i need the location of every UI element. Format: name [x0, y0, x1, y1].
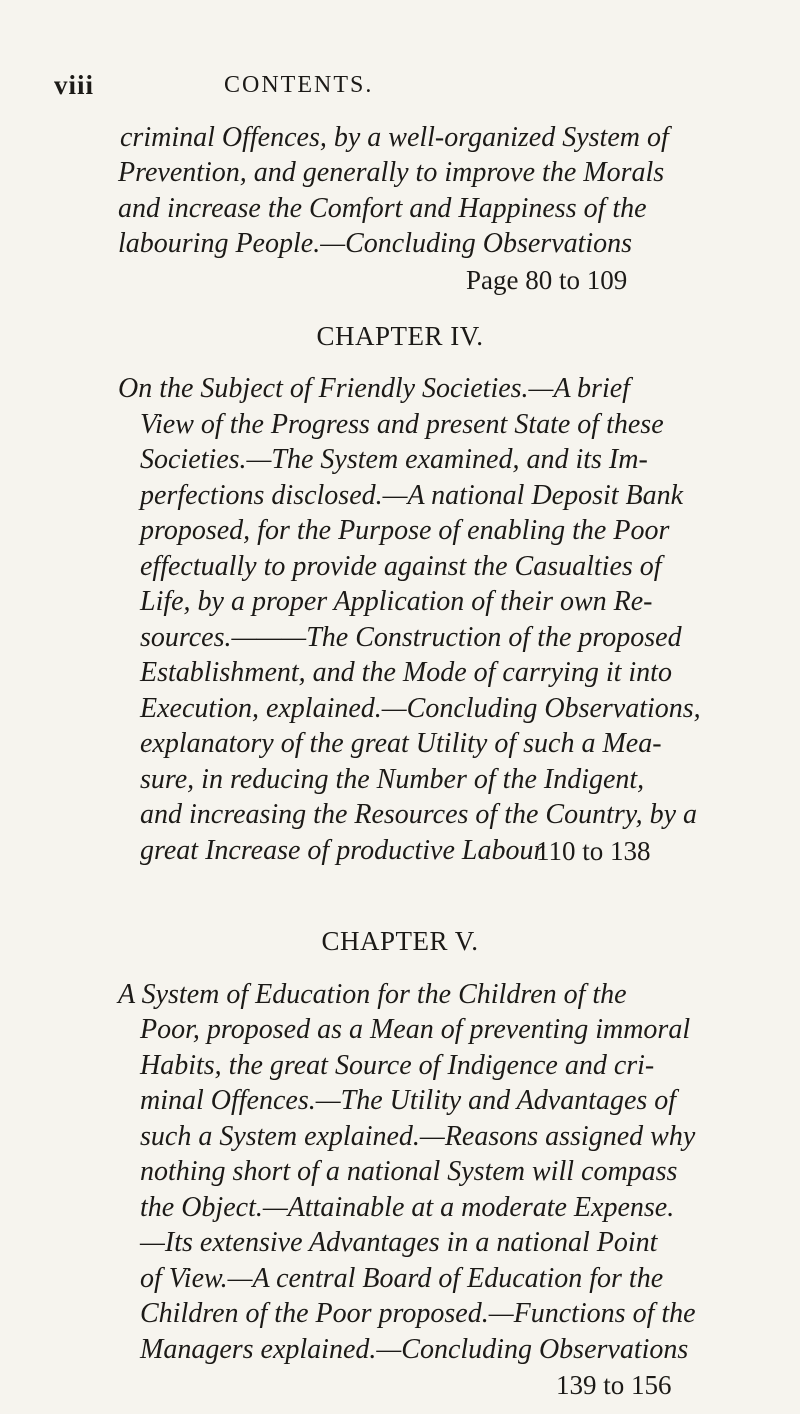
- chapter-line: effectually to provide against the Casualties of: [140, 550, 662, 582]
- chapter-line: View of the Progress and present State of these: [140, 408, 664, 440]
- chapter-line: the Object.—Attainable at a moderate Expense.: [140, 1191, 675, 1223]
- chapter-line: Children of the Poor proposed.—Functions of the: [140, 1298, 696, 1330]
- chapter-line: great Increase of productive Labour: [140, 834, 545, 866]
- intro-line: criminal Offences, by a well-organized System of: [120, 122, 669, 153]
- chapter-line: nothing short of a national System will compass: [140, 1156, 678, 1188]
- chapter-page-range: 139 to 156: [556, 1370, 672, 1400]
- chapter-line: A System of Education for the Children of the: [118, 978, 627, 1010]
- intro-page-range: Page 80 to 109: [466, 264, 628, 295]
- chapter-page-range: 110 to 138: [536, 835, 651, 866]
- chapter-line: Establishment, and the Mode of carrying it into: [140, 657, 672, 689]
- chapter-line: Life, by a proper Application of their own Re-: [140, 586, 653, 618]
- chapter-line: of View.—A central Board of Education for the: [140, 1262, 664, 1294]
- intro-line: labouring People.—Concluding Observations: [118, 228, 633, 260]
- intro-line: and increase the Comfort and Happiness of the: [118, 192, 647, 224]
- chapter-line: proposed, for the Purpose of enabling the Poor: [140, 515, 670, 547]
- intro-line: Prevention, and generally to improve the Morals: [118, 157, 665, 189]
- chapter-line: explanatory of the great Utility of such a Mea-: [140, 728, 662, 760]
- chapter-line: Poor, proposed as a Mean of preventing immoral: [140, 1014, 691, 1046]
- chapter-line: Societies.—The System examined, and its Im-: [140, 444, 648, 476]
- chapter-heading: CHAPTER V.: [321, 925, 479, 956]
- chapter-line: Execution, explained.—Concluding Observations,: [140, 692, 701, 724]
- chapter-line: such a System explained.—Reasons assigned why: [140, 1120, 696, 1152]
- chapter-line: On the Subject of Friendly Societies.—A brief: [118, 373, 630, 405]
- chapter-line: minal Offences.—The Utility and Advantages of: [140, 1085, 677, 1117]
- chapter-line: Managers explained.—Concluding Observations: [140, 1333, 689, 1365]
- page-number: viii: [54, 70, 95, 100]
- chapter-heading: CHAPTER IV.: [316, 320, 484, 351]
- chapter-line: and increasing the Resources of the Country, by a: [140, 799, 698, 831]
- chapter-line: perfections disclosed.—A national Deposit Bank: [140, 479, 684, 511]
- page-header: [54, 70, 774, 100]
- running-head: CONTENTS.: [224, 72, 374, 98]
- chapter-line: sources.———The Construction of the proposed: [140, 621, 682, 653]
- chapter-line: —Its extensive Advantages in a national Point: [140, 1227, 658, 1259]
- chapter-line: Habits, the great Source of Indigence and cri-: [140, 1049, 655, 1081]
- chapter-line: sure, in reducing the Number of the Indigent,: [140, 763, 645, 795]
